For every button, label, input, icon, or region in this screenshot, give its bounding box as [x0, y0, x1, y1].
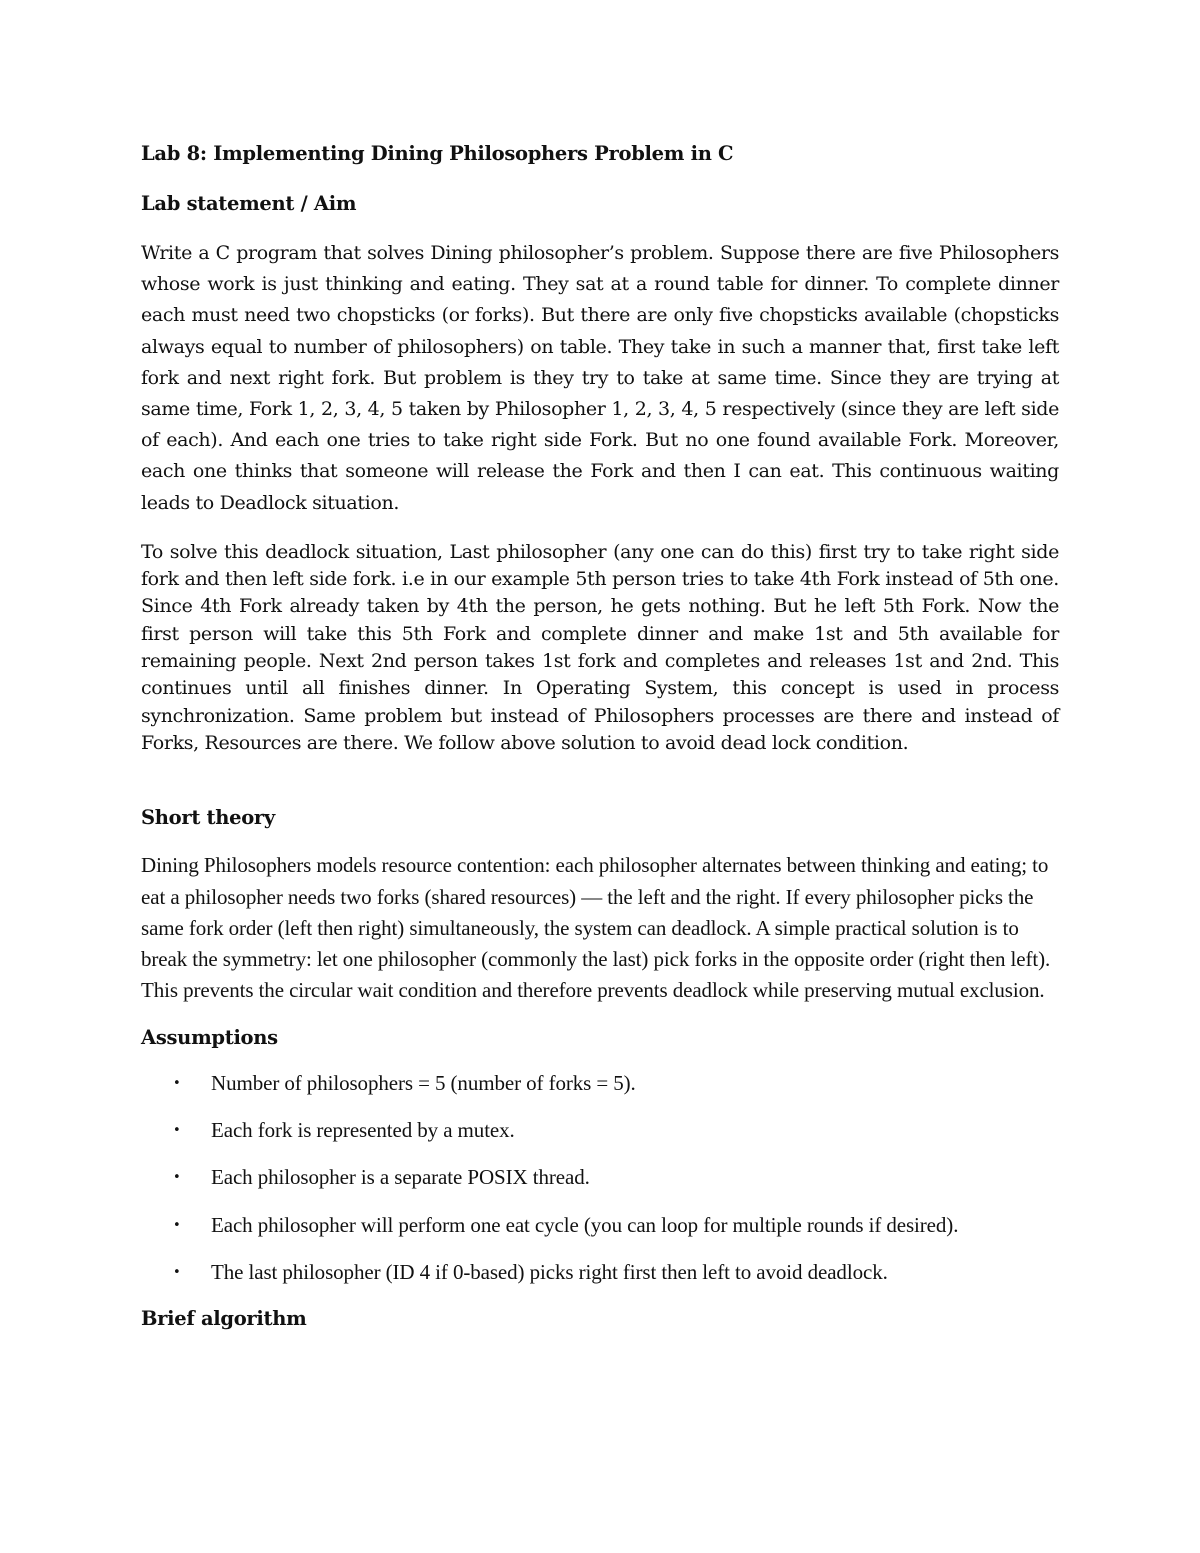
- assumption-text: Number of philosophers = 5 (number of forks = 5).: [211, 1070, 636, 1095]
- algorithm-heading: Brief algorithm: [141, 1307, 307, 1331]
- list-item: [141, 1068, 1059, 1099]
- bullet-icon: •: [173, 1122, 181, 1138]
- document-content: [141, 140, 1059, 1333]
- list-item: [141, 1210, 1059, 1241]
- bullet-icon: •: [173, 1217, 181, 1233]
- theory-paragraph: Dining Philosophers models resource contention: each philosopher alternates between thinking and eating; to eat a philosopher needs two forks (shared resources) — the left and the right. If every philosopher picks the same fork order (left then right) simultaneously, the system can deadlock. A simple practical solution is to break the symmetry: let one philosopher (commonly the last) pick forks in the opposite order (right then left). This prevents the circular wait condition and therefore prevents deadlock while preserving mutual exclusion.: [141, 853, 1051, 1003]
- list-item: [141, 1257, 1059, 1288]
- assumption-text: Each fork is represented by a mutex.: [211, 1117, 515, 1142]
- bullet-icon: •: [173, 1170, 181, 1186]
- bullet-icon: •: [173, 1264, 181, 1280]
- assumption-text: Each philosopher will perform one eat cycle (you can loop for multiple rounds if desired).: [211, 1212, 959, 1237]
- aim-paragraph: Write a C program that solves Dining philosopher’s problem. Suppose there are five Philosophers whose work is just thinking and eating. They sat at a round table for dinner. To complete dinner each must need two chopsticks (or forks). But there are only five chopsticks available (chopsticks always equal to number of philosophers) on table. They take in such a manner that, first take left fork and next right fork. But problem is they try to take at same time. Since they are trying at same time, Fork 1, 2, 3, 4, 5 taken by Philosopher 1, 2, 3, 4, 5 respectively (since they are left side of each). And each one tries to take right side Fork. But no one found available Fork. Moreover, each one thinks that someone will release the Fork and then I can eat. This continuous waiting leads to Deadlock situation.: [141, 242, 1059, 514]
- assumption-text: Each philosopher is a separate POSIX thread.: [211, 1165, 590, 1190]
- theory-heading: Short theory: [141, 806, 275, 830]
- list-item: [141, 1115, 1059, 1146]
- aim-heading: Lab statement / Aim: [141, 192, 357, 215]
- bullet-icon: •: [173, 1075, 181, 1091]
- assumption-text: The last philosopher (ID 4 if 0-based) picks right first then left to avoid deadlock.: [211, 1259, 888, 1284]
- assumptions-heading: Assumptions: [141, 1025, 278, 1049]
- document-title: Lab 8: Implementing Dining Philosophers Problem in C: [141, 142, 734, 165]
- assumptions-list: [141, 1068, 1059, 1288]
- list-item: [141, 1162, 1059, 1193]
- solution-paragraph: To solve this deadlock situation, Last philosopher (any one can do this) first try to take right side fork and then left side fork. i.e in our example 5th person tries to take 4th Fork instead of 5th one. Since 4th Fork already taken by 4th the person, he gets nothing. But he left 5th Fork. Now the first person will take this 5th Fork and complete dinner and make 1st and 5th available for remaining people. Next 2nd person takes 1st fork and completes and releases 1st and 2nd. This continues until all finishes dinner. In Operating System, this concept is used in process synchronization. Same problem but instead of Philosophers processes are there and instead of Forks, Resources are there. We follow above solution to avoid dead lock condition.: [141, 540, 1059, 754]
